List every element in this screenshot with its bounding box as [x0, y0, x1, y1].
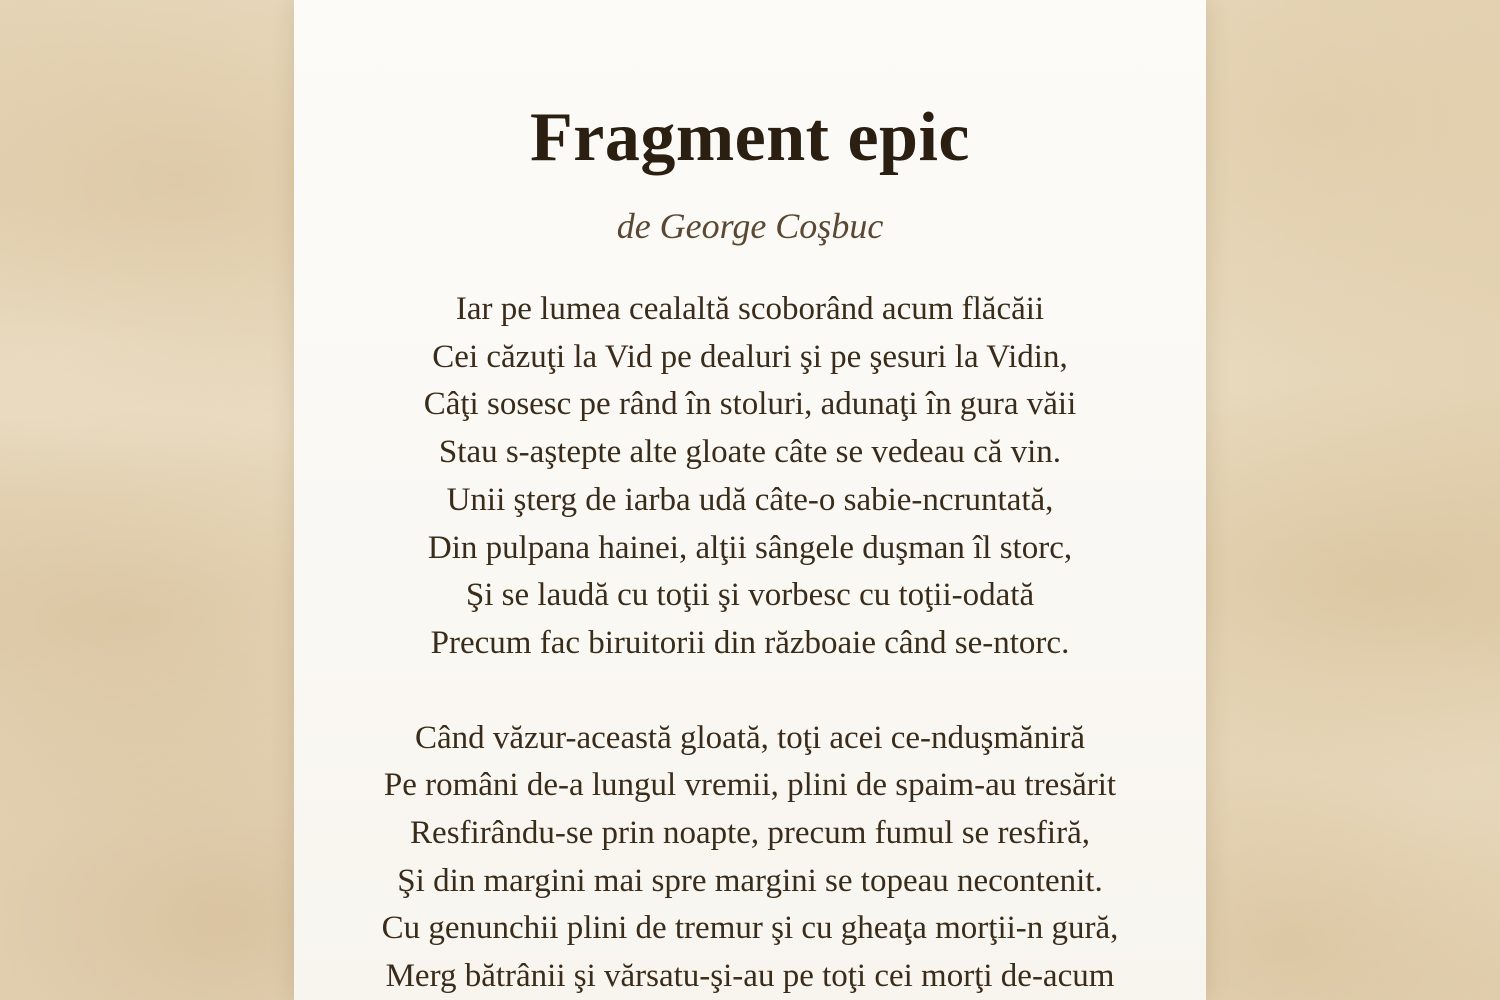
verse-line: Şi din margini mai spre margini se topeau necontenit.	[397, 862, 1103, 899]
poem-page	[294, 0, 1206, 1000]
verse-line: Stau s-aştepte alte gloate câte se vedeau că vin.	[438, 434, 1062, 471]
poem-body	[294, 286, 1206, 1000]
verse-line: Pe români de-a lungul vremii, plini de spaim-au tresărit	[383, 767, 1117, 804]
verse-line: Când văzur-această gloată, toţi acei ce-nduşmăniră	[414, 719, 1085, 756]
poem-title: Fragment epic	[530, 99, 970, 176]
verse-line: Precum fac biruitorii din războaie când se-ntorc.	[430, 624, 1070, 661]
verse-line: Din pulpana hainei, alţii sângele duşman îl storc,	[427, 529, 1073, 566]
poem-author: de George Coşbuc	[616, 206, 884, 246]
verse-line: Şi se laudă cu toţii şi vorbesc cu toţii-odată	[465, 577, 1035, 614]
verse-line: Unii şterg de iarba udă câte-o sabie-ncruntată,	[446, 481, 1054, 518]
verse-line: Resfirându-se prin noapte, precum fumul se resfiră,	[410, 815, 1090, 852]
verse-line: Merg bătrânii şi vărsatu-şi-au pe toţi cei morţi de-acum	[385, 958, 1115, 995]
stanza-1	[294, 286, 1206, 668]
verse-line: Iar pe lumea cealaltă scoborând acum flăcăii	[455, 291, 1045, 327]
verse-line: Câţi sosesc pe rând în stoluri, adunaţi în gura văii	[423, 386, 1077, 423]
verse-line: Cu genunchii plini de tremur şi cu gheaţa morţii-n gură,	[381, 910, 1119, 947]
stanza-2	[294, 715, 1206, 1000]
verse-line: Cei căzuţi la Vid pe dealuri şi pe şesuri la Vidin,	[432, 338, 1068, 375]
